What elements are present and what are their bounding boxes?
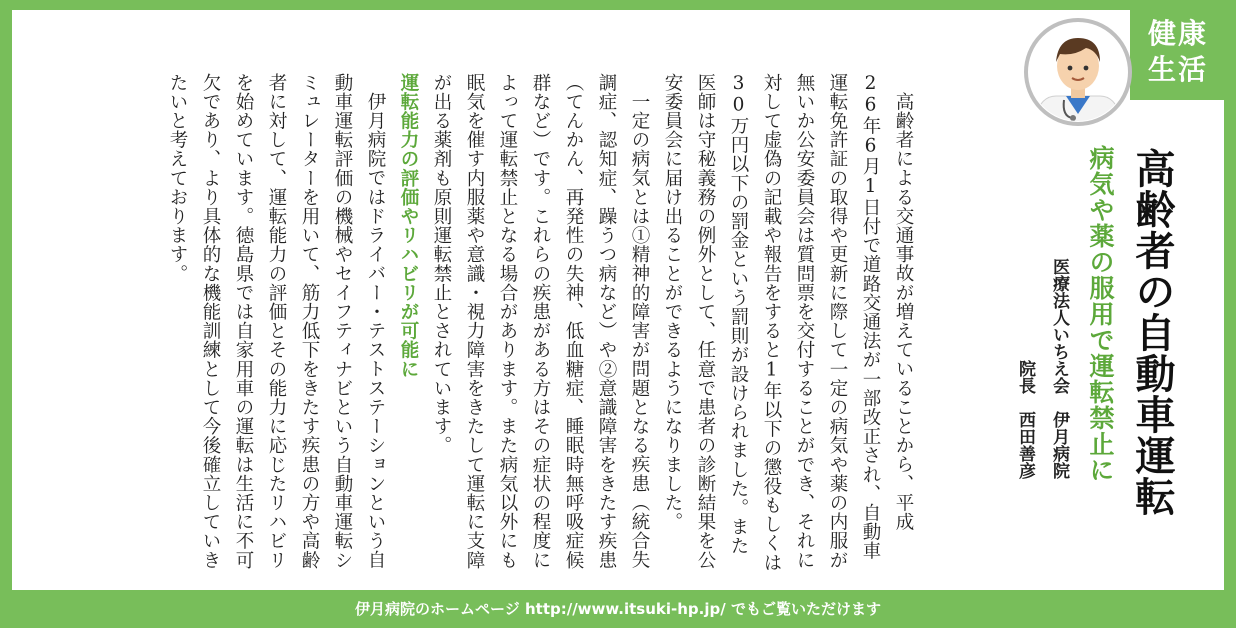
body-paragraph-1: 高齢者による交通事故が増えていることから、平成26年6月1日付で道路交通法が一部改正され、自動車運転免許証の取得や更新に際して一定の病気や薬の内服が無いか公安委員会は質問票を交付することができ、それに対して虚偽の記載や報告をすると1年以下の懲役もしくは30万円以下の罰金という罰則が設けられました。また医師は守秘義務の例外として、任意で患者の診断結果を公安委員会に届け出ることができるようになりました。 [662,73,914,573]
badge-line-1: 健康 [1147,17,1208,50]
article-subtitle: 病気や薬の服用で運転禁止に [1086,145,1115,483]
author-name: 院長 西田善彦 [1015,360,1035,479]
doctor-avatar-icon [1024,18,1132,126]
badge-line-2: 生活 [1147,53,1208,86]
body-paragraph-3: 伊月病院ではドライバー・テストステーションという自動車運転評価の機械やセイフティナビという自動車運転シミュレーターを用いて、筋力低下をきたす疾患の方や高齢者に対して、運転能力の評価とその能力に応じたリハビリを始めています。徳島県では自家用車の運転は生活に不可欠であり、より具体的な機能訓練として今後確立していきたいと考えております。 [167,73,386,570]
footer-link-text: 伊月病院のホームページ http://www.itsuki-hp.jp/ でもご覧いただけます [355,600,881,618]
category-badge-label [1140,16,1216,88]
article-body [161,73,920,573]
article-title: 高齢者の自動車運転 [1129,148,1175,517]
body-paragraph-2: 一定の病気とは①精神的障害が問題となる疾患（統合失調症、認知症、躁うつ病など）や②意識障害をきたす疾患（てんかん、再発性の失神、低血糖症、睡眠時無呼吸症候群など）です。これらの疾患がある方はその症状の程度によって運転禁止となる場合があります。また病気以外にも眠気を催す内服薬や意識・視力障害をきたして運転に支障が出る薬剤も原則運転禁止とされています。 [431,73,650,570]
author-organization: 医療法人いちえ会 伊月病院 [1049,258,1069,479]
section-heading: 運転能力の評価やリハビリが可能に [398,73,419,379]
